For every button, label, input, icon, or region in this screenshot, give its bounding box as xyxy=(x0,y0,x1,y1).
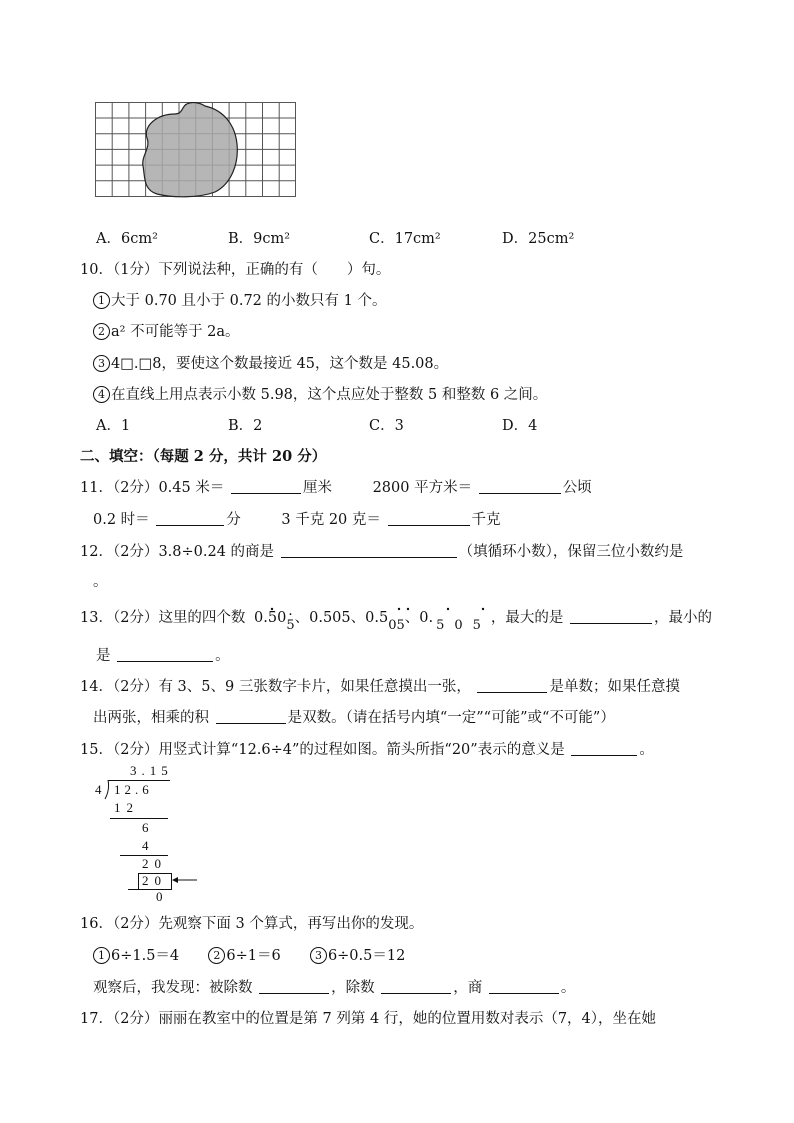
arrow-left-icon xyxy=(172,875,198,885)
q10-item-2: 2 a² 不可能等于 2a。 xyxy=(93,320,240,341)
division-row: 20 xyxy=(142,856,167,871)
circled-2-icon: 2 xyxy=(93,323,110,340)
long-division-figure xyxy=(92,762,198,902)
division-row: 6 xyxy=(142,820,149,835)
division-dividend: 12.6 xyxy=(114,782,153,797)
q14-line2: 出两张，相乘的积 是双数。（请在括号内填“一定”“可能”或“不可能”） xyxy=(93,710,615,726)
division-row: 4 xyxy=(142,838,149,853)
answer-blank[interactable] xyxy=(489,992,559,994)
q12-line1: 12．（2分）3.8÷0.24 的商是 （填循环小数），保留三位小数约是 xyxy=(80,544,684,560)
q16-observation: 观察后，我发现：被除数 ，除数 ，商 。 xyxy=(93,980,576,996)
division-row: 12 xyxy=(114,800,139,815)
q12-line2: 。 xyxy=(93,574,108,590)
answer-blank[interactable] xyxy=(216,722,286,724)
q9-option-d: D．25cm² xyxy=(502,231,575,247)
q10-option-b: B．2 xyxy=(228,418,263,434)
circled-1-icon: 1 xyxy=(93,292,110,309)
q14-line1: 14．（2分）有 3、5、9 三张数字卡片，如果任意摸出一张， 是单数；如果任意摸 xyxy=(80,679,680,695)
answer-blank[interactable] xyxy=(259,992,329,994)
q10-option-d: D．4 xyxy=(502,418,538,434)
answer-blank[interactable] xyxy=(117,660,213,662)
q13-n3-repetend: 05 xyxy=(388,618,405,633)
division-row: 20 xyxy=(142,873,167,888)
q9-option-b: B．9cm² xyxy=(228,231,291,247)
answer-blank[interactable] xyxy=(381,992,451,994)
division-bracket xyxy=(104,780,112,800)
q9-option-a: A．6cm² xyxy=(96,231,158,247)
q15-line1: 15．（2分）用竖式计算“12.6÷4”的过程如图。箭头所指“20”表示的意义是 。 xyxy=(80,742,654,758)
q13-line2: 是 。 xyxy=(96,648,230,664)
circled-3-icon: 3 xyxy=(93,355,110,372)
q13-n4-repetend: 505 xyxy=(436,618,491,633)
q9-option-c: C．17cm² xyxy=(369,231,441,247)
q10-option-a: A．1 xyxy=(96,418,131,434)
q16-equations: 1 6÷1.5＝4 2 6÷1＝6 3 6÷0.5＝12 xyxy=(93,944,405,965)
answer-blank[interactable] xyxy=(477,691,547,693)
q13-line1: 13．（2分）这里的四个数 0.50· 5、0.505、0.505、0. 505，最大的是 ，最小的 xyxy=(80,606,712,633)
q17-line1: 17．（2分）丽丽在教室中的位置是第 7 列第 4 行，她的位置用数对表示（7，4），坐在她 xyxy=(80,1011,657,1027)
q10-stem: 10．（1分）下列说法种，正确的有（ ）句。 xyxy=(80,262,391,278)
q10-option-c: C．3 xyxy=(369,418,404,434)
q11-line2: 0.2 时＝ 分 3 千克 20 克＝ 千克 xyxy=(93,512,501,528)
circled-3-icon: 3 xyxy=(310,947,327,964)
circled-1-icon: 1 xyxy=(93,947,110,964)
division-row: 0 xyxy=(156,889,163,904)
q10-item-1: 1 大于 0.70 且小于 0.72 的小数只有 1 个。 xyxy=(93,289,386,310)
q10-item-4: 4 在直线上用点表示小数 5.98，这个点应处于整数 5 和整数 6 之间。 xyxy=(93,383,547,404)
section-title: 二、填空：（每题 2 分，共计 20 分） xyxy=(80,448,327,465)
division-quotient: 3.15 xyxy=(130,763,173,778)
circled-2-icon: 2 xyxy=(208,947,225,964)
q16-line1: 16．（2分）先观察下面 3 个算式，再写出你的发现。 xyxy=(80,916,424,932)
q11-line1: 11．（2分）0.45 米＝ 厘米 2800 平方米＝ 公顷 xyxy=(80,480,592,496)
division-bar xyxy=(108,780,170,781)
circled-4-icon: 4 xyxy=(93,386,110,403)
division-divisor: 4 xyxy=(95,782,102,797)
answer-blank[interactable] xyxy=(571,754,637,756)
q10-item-3: 3 4□.□8，要使这个数最接近 45，这个数是 45.08。 xyxy=(93,352,448,373)
